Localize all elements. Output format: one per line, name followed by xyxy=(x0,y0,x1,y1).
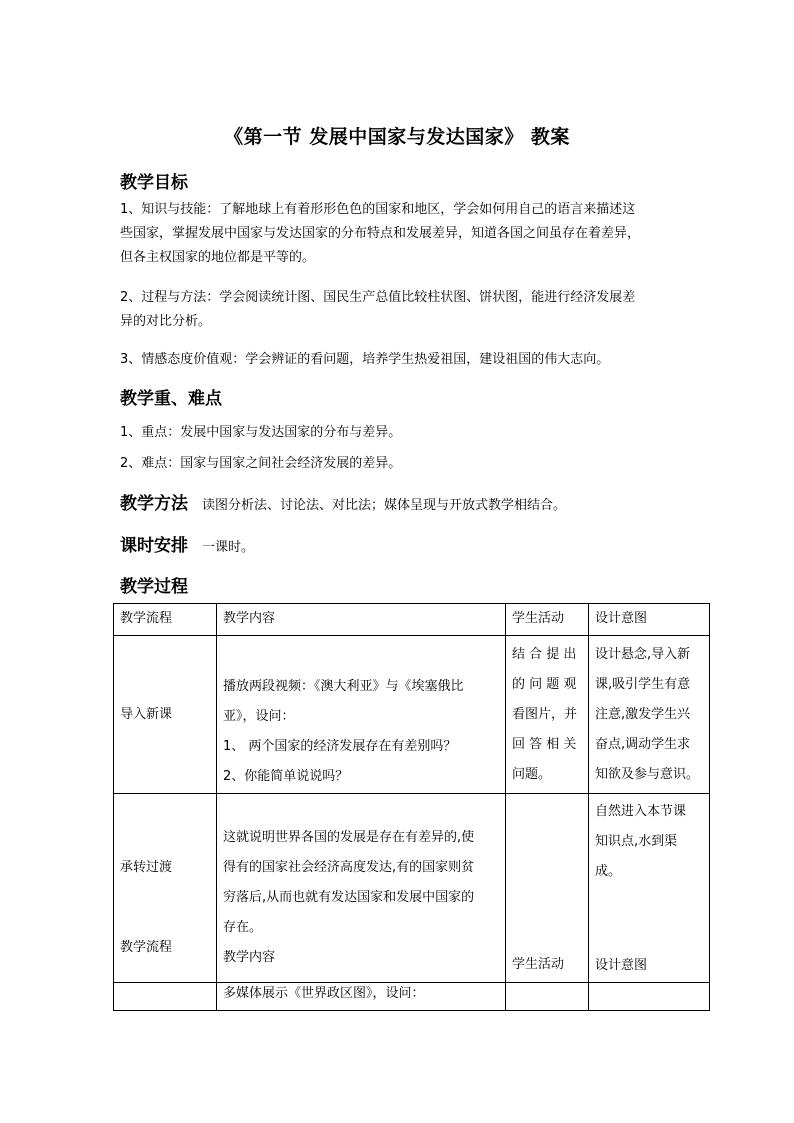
table-row xyxy=(114,794,710,983)
row-3-activity xyxy=(506,983,589,1011)
methods-section xyxy=(120,489,566,514)
page-title: 《第一节 发展中国家与发达国家》 教案 xyxy=(224,126,570,148)
objective-3-line-1: 3、情感态度价值观：学会辨证的看问题，培养学生热爱祖国，建设祖国的伟大志向。 xyxy=(120,352,610,367)
row-1-activity: 结 合 提 出 的 问 题 观 看图片，并 回 答 相 关 问题。 xyxy=(506,636,589,794)
row-3-intent xyxy=(589,983,710,1011)
methods-heading: 教学方法 xyxy=(120,494,188,514)
objective-2-line-1: 2、过程与方法：学会阅读统计图、国民生产总值比较柱状图、饼状图，能进行经济发展差 xyxy=(120,290,636,305)
table-row xyxy=(114,983,710,1011)
objective-2 xyxy=(120,286,680,334)
table-row xyxy=(114,636,710,794)
methods-text: 读图分析法、讨论法、对比法；媒体呈现与开放式教学相结合。 xyxy=(202,498,567,513)
objective-2-line-2: 异的对比分析。 xyxy=(120,314,212,329)
row-2-activity: 学生活动 xyxy=(506,794,589,983)
process-table xyxy=(113,603,710,1011)
header-intent: 设计意图 xyxy=(589,604,710,636)
row-2-stage: 承转过渡 教学流程 xyxy=(114,794,217,983)
process-heading: 教学过程 xyxy=(120,577,188,597)
row-3-content: 多媒体展示《世界政区图》，设问： xyxy=(217,983,506,1011)
objective-3 xyxy=(120,348,680,372)
row-1-stage: 导入新课 xyxy=(114,636,217,794)
row-1-intent: 设计悬念,导入新 课,吸引学生有意 注意,激发学生兴 奋点,调动学生求 知欲及参与意识。 xyxy=(589,636,710,794)
keypoint-1: 1、重点：发展中国家与发达国家的分布与差异。 xyxy=(120,425,402,440)
objective-1-line-3: 但各主权国家的地位都是平等的。 xyxy=(120,250,316,265)
objective-1-line-1: 1、知识与技能：了解地球上有着形形色色的国家和地区，学会如何用自己的语言来描述这 xyxy=(120,202,636,217)
objective-1 xyxy=(120,198,680,270)
schedule-text: 一课时。 xyxy=(202,540,255,555)
header-content: 教学内容 xyxy=(217,604,506,636)
table-header-row xyxy=(114,604,710,636)
row-2-content: 这就说明世界各国的发展是存在有差异的,使 得有的国家社会经济高度发达,有的国家则贫 穷落后,从而也就有发达国家和发展中国家的 存在。 教学内容 xyxy=(217,794,506,983)
row-1-content: 播放两段视频：《澳大利亚》与《埃塞俄比 亚》，设问： 1、 两个国家的经济发展存在有差别吗？ 2、你能简单说说吗？ xyxy=(217,636,506,794)
keypoint-2: 2、难点：国家与国家之间社会经济发展的差异。 xyxy=(120,456,402,471)
schedule-heading: 课时安排 xyxy=(120,536,188,556)
objectives-heading: 教学目标 xyxy=(120,173,188,193)
objective-1-line-2: 些国家，掌握发展中国家与发达国家的分布特点和发展差异，知道各国之间虽存在着差异， xyxy=(120,226,641,241)
schedule-section xyxy=(120,531,254,556)
row-3-stage xyxy=(114,983,217,1011)
header-activity: 学生活动 xyxy=(506,604,589,636)
row-2-intent: 自然进入本节课 知识点,水到渠成。 设计意图 xyxy=(589,794,710,983)
header-stage: 教学流程 xyxy=(114,604,217,636)
keypoints-heading: 教学重、难点 xyxy=(120,389,222,409)
